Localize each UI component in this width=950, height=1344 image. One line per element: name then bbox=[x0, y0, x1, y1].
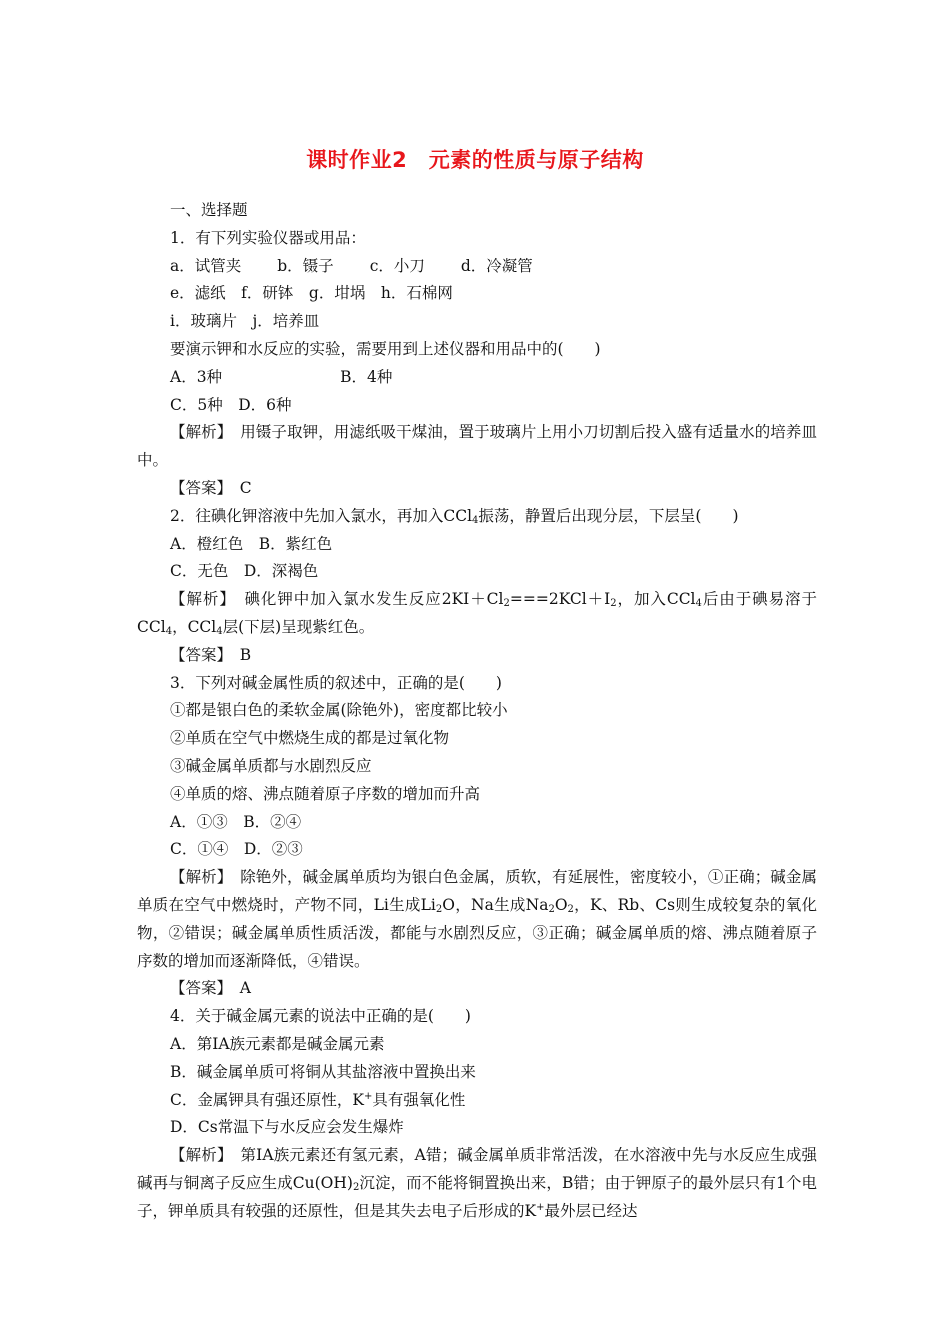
q1-option-b: B．4种 bbox=[340, 367, 393, 386]
q4-option-b: B．碱金属单质可将铜从其盐溶液中置换出来 bbox=[170, 1062, 476, 1081]
q3-statement-1: ①都是银白色的柔软金属(除铯外)，密度都比较小 bbox=[170, 701, 508, 720]
q1-options-ab bbox=[137, 364, 817, 392]
q3-statement-4: ④单质的熔、沸点随着原子序数的增加而升高 bbox=[170, 784, 481, 803]
answer-tag: 【答案】 bbox=[170, 979, 225, 998]
q3-analysis: 【解析】 除铯外，碱金属单质均为银白色金属，质软，有延展性，密度较小，①正确；碱金属单质在空气中燃烧时，产物不同，Li生成$Li_2O$，Na生成$Na_2O_2$，K、Rb、Cs则生成较复杂的氧化物，②错误；碱金属单质性质活泼，都能与水剧烈反应，③正确；碱金属单质的熔、沸点随着原子序数的增加而逐渐降低，④错误。 bbox=[137, 868, 817, 970]
q3-options-cd: C．①④ D．②③ bbox=[170, 840, 303, 859]
q2-answer-value: B bbox=[239, 645, 252, 664]
q2-analysis: 【解析】 碘化钾中加入氯水发生反应$2KI+Cl_2===2KCl+I_2$，加入CCl$_4$后由于碘易溶于CCl$_4$，CCl$_4$层(下层)呈现紫红色。 bbox=[137, 590, 817, 637]
answer-tag: 【答案】 bbox=[170, 478, 225, 497]
q1-items-row1 bbox=[137, 253, 817, 281]
q3-options-ab: A．①③ B．②④ bbox=[170, 812, 302, 831]
q3-answer-value: A bbox=[239, 979, 251, 998]
answer-tag: 【答案】 bbox=[170, 645, 225, 664]
q1-item-d: d．冷凝管 bbox=[460, 256, 533, 275]
q1-answer bbox=[137, 475, 817, 503]
q1-analysis bbox=[137, 419, 817, 475]
q3-answer bbox=[137, 975, 817, 1003]
q4-option-c: C．金属钾具有强还原性，K+具有强氧化性 bbox=[170, 1090, 466, 1109]
page-title: 课时作业2 元素的性质与原子结构 bbox=[306, 148, 644, 172]
q3-statement-2: ②单质在空气中燃烧生成的都是过氧化物 bbox=[170, 729, 450, 748]
q1-ask: 要演示钾和水反应的实验，需要用到上述仪器和用品中的( ) bbox=[170, 339, 601, 358]
q3-stem: 3．下列对碱金属性质的叙述中，正确的是( ) bbox=[170, 673, 502, 692]
q4-option-a: A．第ⅠA族元素都是碱金属元素 bbox=[170, 1034, 385, 1053]
q2-stem: 2．往碘化钾溶液中先加入氯水，再加入CCl$_4$振荡，静置后出现分层，下层呈( ) bbox=[170, 506, 739, 526]
analysis-tag: 【解析】 bbox=[170, 590, 229, 609]
q1-answer-value: C bbox=[239, 478, 252, 497]
analysis-tag: 【解析】 bbox=[170, 1146, 225, 1165]
q1-items-row3: i．玻璃片 j．培养皿 bbox=[170, 312, 320, 331]
analysis-tag: 【解析】 bbox=[170, 868, 225, 887]
q4-analysis: 【解析】 第ⅠA族元素还有氢元素，A错；碱金属单质非常活泼，在水溶液中先与水反应生成强碱再与铜离子反应生成$Cu(OH)_2$沉淀，而不能将铜置换出来，B错；由于钾原子的最外层只有1个电子，钾单质具有较强的还原性，但是其失去电子后形成的K+最外层已经达 bbox=[137, 1146, 817, 1220]
q3-statement-3: ③碱金属单质都与水剧烈反应 bbox=[170, 756, 372, 775]
q1-options-cd: C．5种 D．6种 bbox=[170, 395, 292, 414]
q2-answer bbox=[137, 642, 817, 670]
q1-item-b: b．镊子 bbox=[277, 256, 334, 275]
document-body bbox=[137, 197, 817, 1225]
q1-stem: 1．有下列实验仪器或用品： bbox=[170, 228, 366, 247]
q2-options-ab: A．橙红色 B．紫红色 bbox=[170, 534, 333, 553]
q1-analysis-text: 用镊子取钾，用滤纸吸干煤油，置于玻璃片上用小刀切割后投入盛有适量水的培养皿中。 bbox=[137, 423, 817, 470]
q1-item-a: a．试管夹 bbox=[170, 256, 242, 275]
section-heading: 一、选择题 bbox=[170, 201, 248, 219]
q1-items-row2: e．滤纸 f．研钵 g．坩埚 h．石棉网 bbox=[170, 284, 453, 303]
q1-item-c: c．小刀 bbox=[369, 256, 425, 275]
q2-options-cd: C．无色 D．深褐色 bbox=[170, 562, 319, 581]
analysis-tag: 【解析】 bbox=[170, 423, 225, 442]
q4-option-d: D．Cs常温下与水反应会发生爆炸 bbox=[170, 1118, 404, 1137]
q1-option-a: A．3种 bbox=[170, 367, 223, 386]
q4-stem: 4．关于碱金属元素的说法中正确的是( ) bbox=[170, 1007, 471, 1026]
